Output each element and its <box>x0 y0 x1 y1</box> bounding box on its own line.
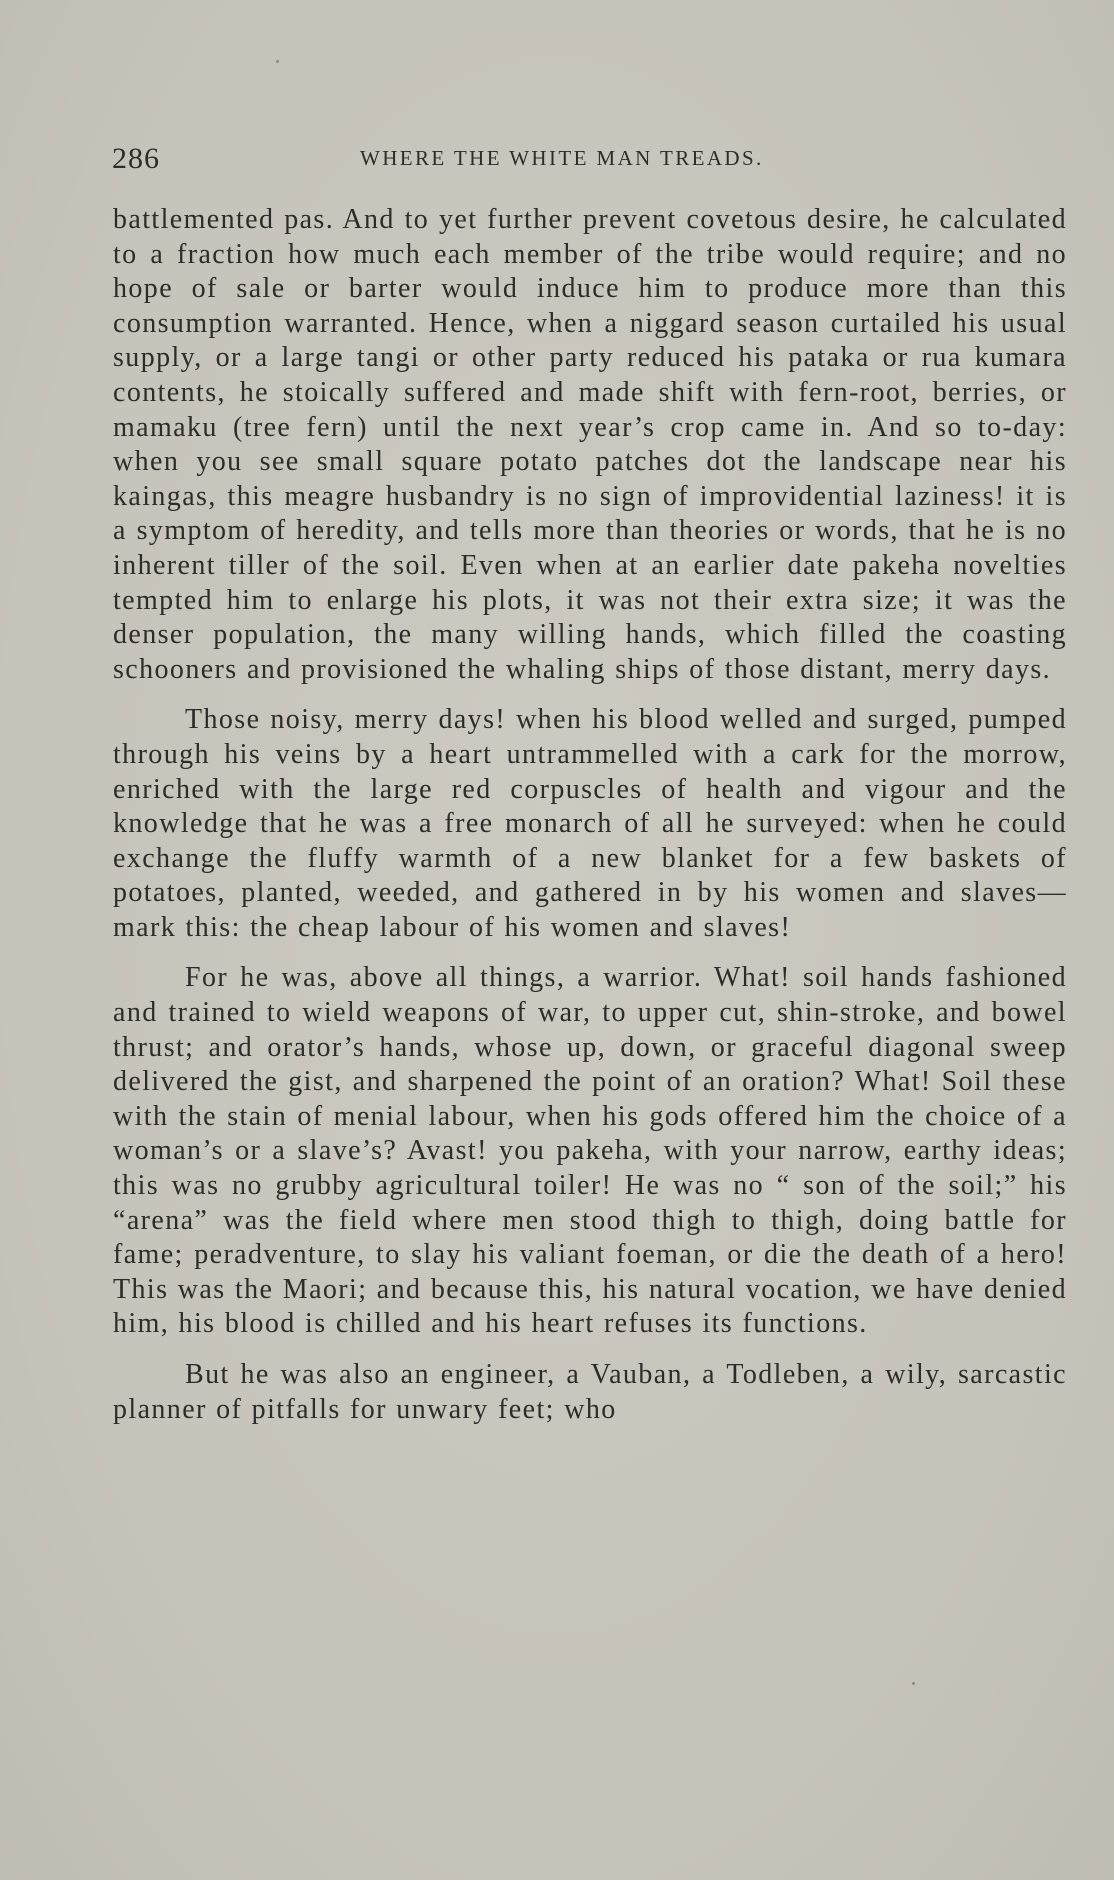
page-number: 286 <box>112 142 160 175</box>
paragraph-2: Those noisy, merry days! when his blood welled and surged, pumped through his veins by a heart untrammelled with a cark for the morrow, enriched with the large red corpuscles of health and vigour and the knowledge that he was a free monarch of all he surveyed: when he could exchange the fluffy warmth of a new blanket for a few baskets of potatoes, planted, weeded, and gathered in by his women and slaves—mark this: the cheap labour of his women and slaves! <box>113 704 1067 943</box>
body-text <box>113 203 1067 1427</box>
running-head: WHERE THE WHITE MAN TREADS. <box>360 146 764 170</box>
page-header <box>112 138 1067 178</box>
paragraph-3: For he was, above all things, a warrior. What! soil hands fashioned and trained to wield weapons of war, to upper cut, shin-stroke, and bowel thrust; and orator’s hands, whose up, down, or graceful diagonal sweep delivered the gist, and sharpened the point of an oration? What! Soil these with the stain of menial labour, when his gods offered him the choice of a woman’s or a slave’s? Avast! you pakeha, with your narrow, earthy ideas; this was no grubby agricultural toiler! He was no “ son of the soil;” his “arena” was the field where men stood thigh to thigh, doing battle for fame; peradventure, to slay his valiant foeman, or die the death of a hero! This was the Maori; and because this, his natural vocation, we have denied him, his blood is chilled and his heart refuses its functions. <box>113 962 1067 1340</box>
paragraph-4: But he was also an engineer, a Vauban, a Todleben, a wily, sarcastic planner of pitfalls for unwary feet; who <box>113 1359 1067 1425</box>
paragraph-1: battlemented pas. And to yet further prevent covetous desire, he calculated to a fraction how much each member of the tribe would require; and no hope of sale or barter would induce him to produce more than this consumption warranted. Hence, when a niggard season curtailed his usual supply, or a large tangi or other party reduced his pataka or rua kumara contents, he stoically suffered and made shift with fern-root, berries, or mamaku (tree fern) until the next year’s crop came in. And so to-day: when you see small square potato patches dot the landscape near his kaingas, this meagre husbandry is no sign of improvidential laziness! it is a symptom of heredity, and tells more than theories or words, that he is no inherent tiller of the soil. Even when at an earlier date pakeha novelties tempted him to enlarge his plots, it was not their extra size; it was the denser population, the many willing hands, which filled the coasting schooners and provisioned the whaling ships of those distant, merry days. <box>113 204 1067 685</box>
paper-speck <box>912 1682 915 1685</box>
paper-speck <box>276 60 279 63</box>
